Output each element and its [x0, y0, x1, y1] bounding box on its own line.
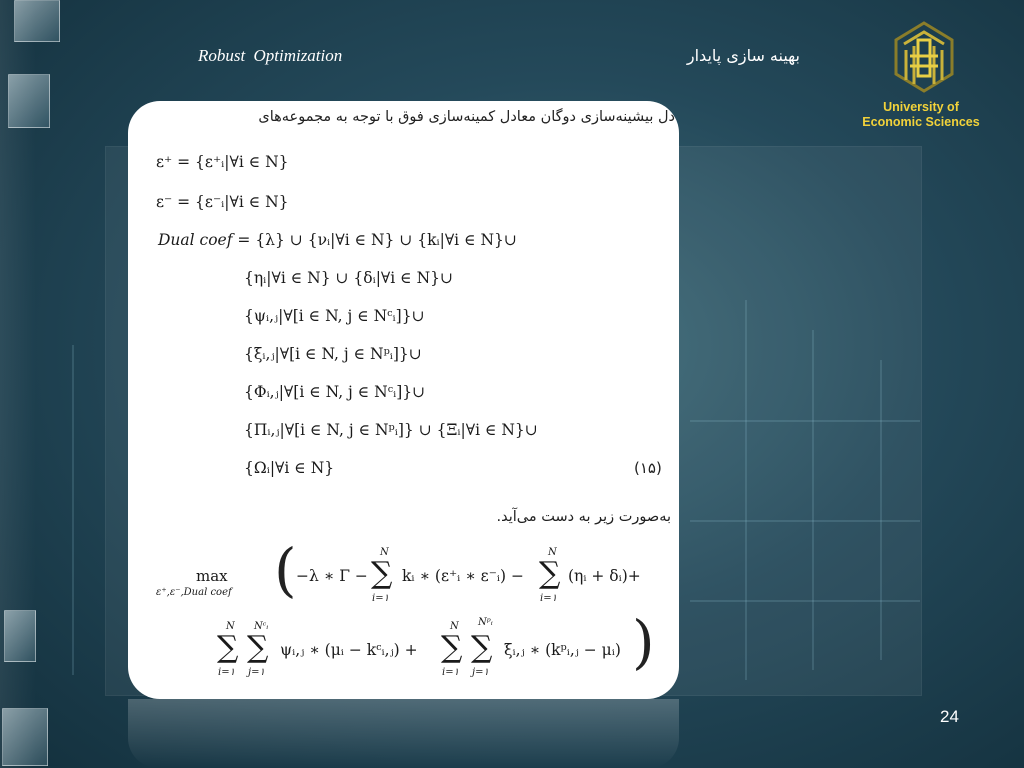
decor-cube	[4, 610, 36, 662]
objective-term-2: kᵢ ∗ (ε⁺ᵢ ∗ ε⁻ᵢ) −	[402, 567, 524, 585]
objective-term-3: (ηᵢ + δᵢ)+	[568, 567, 641, 585]
university-name	[846, 100, 996, 130]
grid-line	[72, 345, 74, 675]
grid-line	[812, 330, 814, 670]
equation-xi: {ξᵢ,ⱼ|∀[i ∈ N, j ∈ Nᵖᵢ]}∪	[244, 345, 422, 363]
equation-Omega: {Ωᵢ|∀i ∈ N}	[244, 459, 335, 477]
sum-upper-limit: Nᶜᵢ	[254, 621, 269, 632]
equation-Phi: {Φᵢ,ⱼ|∀[i ∈ N, j ∈ Nᶜᵢ]}∪	[244, 383, 426, 401]
equation-text: = {λ} ∪ {νᵢ|∀i ∈ N} ∪ {kᵢ|∀i ∈ N}∪	[237, 231, 517, 249]
sum-lower-limit: j=۱	[248, 667, 265, 678]
objective-term-4: ψᵢ,ⱼ ∗ (μᵢ − kᶜᵢ,ⱼ) +	[280, 641, 418, 659]
sum-upper-limit: N	[226, 621, 235, 632]
sum-upper-limit: N	[548, 547, 557, 558]
university-emblem-icon	[888, 20, 960, 94]
summation-symbol: ∑	[247, 630, 269, 665]
result-text-persian: به‌صورت زیر به دست می‌آید.	[496, 509, 671, 525]
sum-lower-limit: i=۱	[372, 593, 389, 604]
sum-upper-limit: N	[450, 621, 459, 632]
objective-term-1: −λ ∗ Γ −	[296, 567, 368, 585]
sum-lower-limit: j=۱	[472, 667, 489, 678]
content-card	[128, 101, 679, 699]
intro-text-persian: دل بیشینه‌سازی دوگان معادل کمینه‌سازی فوق با توجه به مجموعه‌های	[258, 109, 675, 125]
summation-symbol: ∑	[441, 630, 463, 665]
summation-symbol: ∑	[217, 630, 239, 665]
equation-number: (۱۵)	[634, 459, 662, 477]
equation-eta-delta: {ηᵢ|∀i ∈ N} ∪ {δᵢ|∀i ∈ N}∪	[244, 269, 453, 287]
dual-coef-label: Dual coef	[158, 231, 233, 249]
slide-title-english: Robust Optimization	[198, 46, 343, 65]
grid-line	[745, 300, 747, 680]
card-reflection	[128, 699, 679, 768]
sum-upper-limit: Nᵖᵢ	[478, 617, 493, 628]
decor-cube	[14, 0, 60, 42]
open-paren: (	[274, 536, 297, 604]
sum-lower-limit: i=۱	[218, 667, 235, 678]
grid-line	[690, 600, 920, 602]
grid-line	[690, 420, 920, 422]
grid-line	[690, 520, 920, 522]
equation-Pi: {Πᵢ,ⱼ|∀[i ∈ N, j ∈ Nᵖᵢ]} ∪ {Ξᵢ|∀i ∈ N}∪	[244, 421, 538, 439]
university-name-line2: Economic Sciences	[862, 115, 980, 129]
decor-cube	[2, 708, 48, 766]
sum-lower-limit: i=۱	[442, 667, 459, 678]
equation-dual-coef	[158, 231, 517, 249]
equation-text: ε⁺ = {ε⁺ᵢ|∀i ∈ N}	[156, 153, 289, 171]
summation-symbol: ∑	[471, 630, 493, 665]
sum-upper-limit: N	[380, 547, 389, 558]
equation-epsilon-plus	[156, 153, 289, 171]
summation-symbol: ∑	[371, 556, 393, 591]
close-paren: )	[632, 608, 655, 676]
decor-cube	[8, 74, 50, 128]
equation-text: ε⁻ = {ε⁻ᵢ|∀i ∈ N}	[156, 193, 289, 211]
equation-psi: {ψᵢ,ⱼ|∀[i ∈ N, j ∈ Nᶜᵢ]}∪	[244, 307, 425, 325]
slide-title-persian: بهینه سازی پایدار	[686, 46, 800, 65]
page-number: 24	[940, 707, 959, 726]
objective-term-5: ξᵢ,ⱼ ∗ (kᵖᵢ,ⱼ − μᵢ)	[504, 641, 621, 659]
sum-lower-limit: i=۱	[540, 593, 557, 604]
grid-line	[880, 360, 882, 660]
summation-symbol: ∑	[539, 556, 561, 591]
max-subscript: ε⁺,ε⁻,Dual coef	[156, 587, 232, 598]
equation-epsilon-minus	[156, 193, 289, 211]
university-name-line1: University of	[883, 100, 959, 114]
max-operator: max	[196, 567, 228, 585]
